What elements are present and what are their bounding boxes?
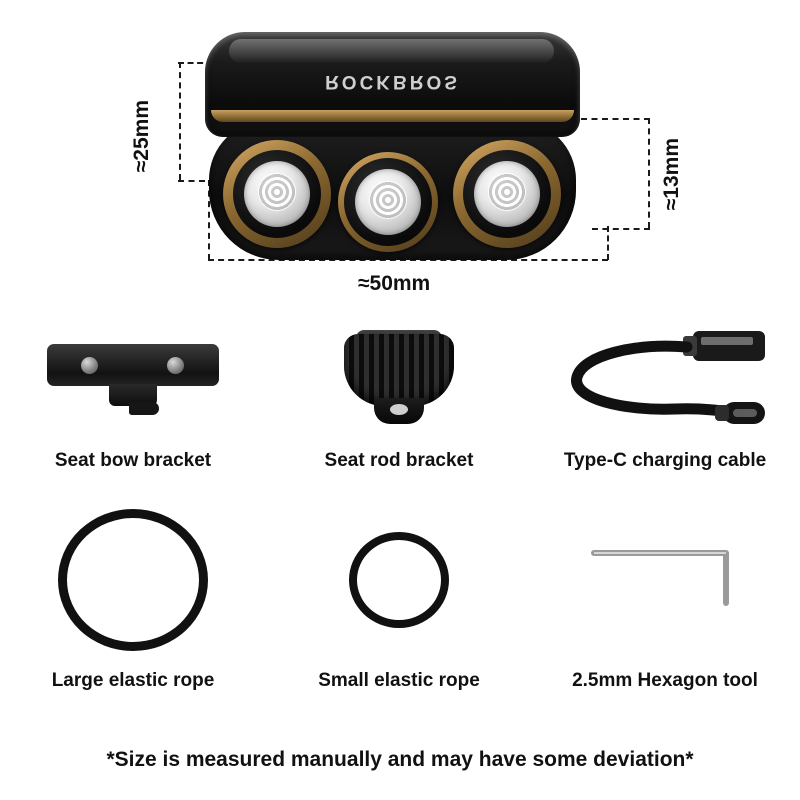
size-deviation-footnote: *Size is measured manually and may have some deviation* bbox=[106, 748, 694, 771]
bracket-tab bbox=[129, 402, 159, 415]
dimension-label-depth: ≈13mm bbox=[660, 138, 683, 211]
dimension-label-height: ≈25mm bbox=[130, 100, 153, 173]
screw-icon bbox=[167, 357, 184, 374]
knob-hole bbox=[390, 404, 408, 415]
accessory-label: Seat rod bracket bbox=[324, 450, 474, 471]
accessory-hexagon-tool bbox=[532, 500, 798, 692]
seat-rod-bracket-icon bbox=[344, 334, 454, 426]
gold-trim-line bbox=[211, 110, 574, 122]
led-lens-icon bbox=[355, 169, 421, 235]
accessory-type-c-cable bbox=[532, 320, 798, 472]
large-o-ring-icon bbox=[58, 509, 208, 651]
led-lens-icon bbox=[474, 161, 540, 227]
led-lamp-center bbox=[338, 152, 438, 252]
brand-logo-text: ROCKBROS bbox=[325, 71, 460, 92]
accessory-image bbox=[266, 320, 532, 440]
accessories-row-2 bbox=[0, 500, 800, 692]
accessory-image bbox=[532, 500, 798, 660]
accessory-label: Seat bow bracket bbox=[54, 450, 212, 471]
bike-light-product-image bbox=[205, 32, 580, 267]
dimension-guide-right-bottom bbox=[592, 228, 650, 230]
dimension-guide-bottom-right bbox=[607, 226, 609, 260]
accessory-large-elastic-rope bbox=[0, 500, 266, 692]
accessory-seat-rod-bracket bbox=[266, 320, 532, 472]
screw-icon bbox=[81, 357, 98, 374]
product-dimension-diagram bbox=[0, 0, 800, 310]
accessory-label: Type-C charging cable bbox=[563, 450, 767, 471]
cable-svg bbox=[555, 325, 775, 435]
usb-type-c-cable-icon bbox=[555, 325, 775, 435]
accessory-seat-bow-bracket bbox=[0, 320, 266, 472]
dimension-label-width: ≈50mm bbox=[358, 272, 431, 295]
led-lamp-left bbox=[223, 140, 331, 248]
accessory-image bbox=[0, 500, 266, 660]
accessory-label: 2.5mm Hexagon tool bbox=[572, 670, 758, 691]
led-lens-icon bbox=[244, 161, 310, 227]
hex-key-svg bbox=[580, 545, 750, 615]
housing-gloss-highlight bbox=[229, 39, 554, 63]
led-lamp-right bbox=[453, 140, 561, 248]
accessories-grid bbox=[0, 320, 800, 720]
bracket-plate bbox=[47, 344, 219, 386]
dimension-guide-left-vertical bbox=[179, 62, 181, 180]
hex-key-icon bbox=[580, 545, 750, 615]
dimension-guide-right-vertical bbox=[648, 118, 650, 228]
accessory-image bbox=[0, 320, 266, 440]
accessories-row-1 bbox=[0, 320, 800, 472]
accessory-image bbox=[532, 320, 798, 440]
small-o-ring-icon bbox=[349, 532, 449, 628]
accessory-small-elastic-rope bbox=[266, 500, 532, 692]
knob-ribbed-body bbox=[344, 334, 454, 406]
accessory-image bbox=[266, 500, 532, 660]
accessory-label: Large elastic rope bbox=[51, 670, 215, 691]
accessory-label: Small elastic rope bbox=[318, 670, 480, 691]
seat-bow-bracket-icon bbox=[47, 344, 219, 416]
